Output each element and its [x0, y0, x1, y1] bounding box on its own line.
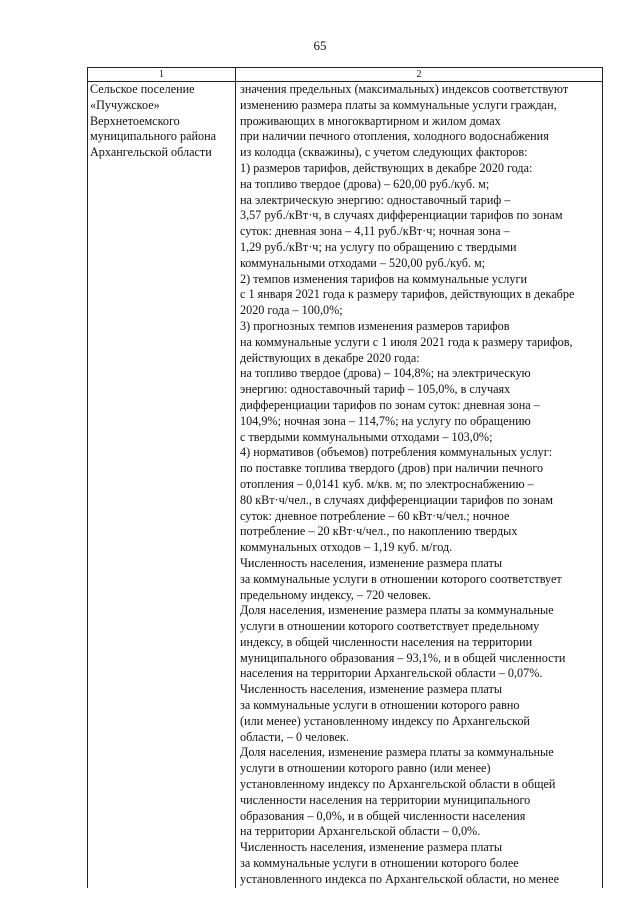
settlement-name-line: «Пучужское» [90, 97, 160, 112]
document-text-line: на территории Архангельской области – 0,0%. [240, 824, 481, 839]
settlement-name-cell [88, 82, 236, 888]
document-text-line: дифференциации тарифов по зонам суток: дневная зона – [240, 397, 540, 412]
document-text-line: суток: дневная зона – 4,11 руб./кВт·ч; ночная зона – [240, 224, 510, 239]
document-text-line: численности населения на территории муниципального [240, 792, 531, 807]
document-text-line: Численность населения, изменение размера платы [240, 840, 503, 855]
document-text-line: с твердыми коммунальными отходами – 103,0%; [240, 429, 493, 444]
document-text-line: 3,57 руб./кВт·ч, в случаях дифференциации тарифов по зонам [240, 208, 563, 223]
document-text-line: 4) нормативов (объемов) потребления коммунальных услуг: [240, 445, 553, 460]
document-text-line: 104,9%; ночная зона – 114,7%; на услугу по обращению [240, 413, 531, 428]
document-text-line: услуги в отношении которого равно (или менее) [240, 761, 491, 776]
document-text-line: на топливо твердое (дрова) – 104,8%; на электрическую [240, 366, 531, 381]
document-text-line: установленного индекса по Архангельской области, но менее [240, 871, 559, 886]
settlement-name-line: Верхнетоемского [90, 113, 180, 128]
document-text-line: области, – 0 человек. [240, 729, 349, 744]
column-number-1: 1 [88, 68, 236, 82]
document-text-line: значения предельных (максимальных) индексов соответствуют [240, 82, 569, 96]
tariff-index-table [87, 67, 603, 888]
page-number: 65 [313, 38, 327, 53]
document-text-line: установленному индексу по Архангельской области в общей [240, 777, 556, 792]
document-text-line: (или менее) установленному индексу по Архангельской [240, 713, 530, 728]
table-header-row [88, 68, 603, 82]
document-text-line: 80 кВт·ч/чел., в случаях дифференциации тарифов по зонам [240, 492, 554, 507]
document-text-line: 3) прогнозных темпов изменения размеров тарифов [240, 318, 510, 333]
document-text-line: проживающих в многоквартирном и жилом домах [240, 113, 501, 128]
document-text-line: за коммунальные услуги в отношении которого соответствует [240, 571, 562, 586]
settlement-name-line: муниципального района [90, 129, 217, 144]
document-text-line: потребление – 20 кВт·ч/чел., по накоплению твердых [240, 524, 518, 539]
document-text-line: при наличии печного отопления, холодного водоснабжения [240, 129, 549, 144]
column-number-2: 2 [236, 68, 603, 82]
index-description-cell [236, 82, 603, 888]
table-row [88, 82, 603, 888]
document-text-line: услуги в отношении которого соответствует предельному [240, 619, 540, 634]
settlement-name-line: Архангельской области [90, 145, 212, 160]
document-text-line: действующих в декабре 2020 года: [240, 350, 420, 365]
document-text-line: Численность населения, изменение размера платы [240, 682, 503, 697]
document-text-line: Численность населения, изменение размера платы [240, 555, 503, 570]
document-text-line: за коммунальные услуги в отношении которого равно [240, 698, 520, 713]
document-text-line: из колодца (скважины), с учетом следующих факторов: [240, 145, 528, 160]
document-text-line: Доля населения, изменение размера платы за коммунальные [240, 745, 554, 760]
document-text-line: 2) темпов изменения тарифов на коммунальные услуги [240, 271, 527, 286]
document-text-line: по поставке топлива твердого (дров) при наличии печного [240, 461, 544, 476]
document-text-line: коммунальных отходов – 1,19 куб. м/год. [240, 540, 453, 555]
document-text-line: 1) размеров тарифов, действующих в декабре 2020 года: [240, 160, 533, 175]
document-text-line: отопления – 0,0141 куб. м/кв. м; по электроснабжению – [240, 476, 534, 491]
settlement-name-line: Сельское поселение [90, 82, 195, 96]
document-text-line: образования – 0,0%, и в общей численности населения [240, 808, 526, 823]
document-text-line: за коммунальные услуги в отношении которого более [240, 856, 519, 871]
document-text-line: 1,29 руб./кВт·ч; на услугу по обращению с твердыми [240, 239, 517, 254]
document-text-line: предельному индексу, – 720 человек. [240, 587, 432, 602]
document-text-line: индексу, в общей численности населения на территории [240, 634, 533, 649]
document-text-line: изменению размера платы за коммунальные услуги граждан, [240, 97, 557, 112]
document-text-line: на электрическую энергию: одноставочный тариф – [240, 192, 511, 207]
document-text-line: муниципального образования – 93,1%, и в общей численности [240, 650, 566, 665]
document-text-line: коммунальными отходами – 520,00 руб./куб. м; [240, 255, 486, 270]
document-text-line: населения на территории Архангельской области – 0,07%. [240, 666, 543, 681]
document-text-line: на коммунальные услуги с 1 июля 2021 года к размеру тарифов, [240, 334, 573, 349]
document-text-line: с 1 января 2021 года к размеру тарифов, действующих в декабре [240, 287, 575, 302]
document-text-line: Доля населения, изменение размера платы за коммунальные [240, 603, 554, 618]
document-text-line: суток: дневное потребление – 60 кВт·ч/чел.; ночное [240, 508, 510, 523]
document-text-line: на топливо твердое (дрова) – 620,00 руб./куб. м; [240, 176, 490, 191]
document-text-line: 2020 года – 100,0%; [240, 303, 343, 318]
document-text-line: энергию: одноставочный тариф – 105,0%, в случаях [240, 382, 511, 397]
